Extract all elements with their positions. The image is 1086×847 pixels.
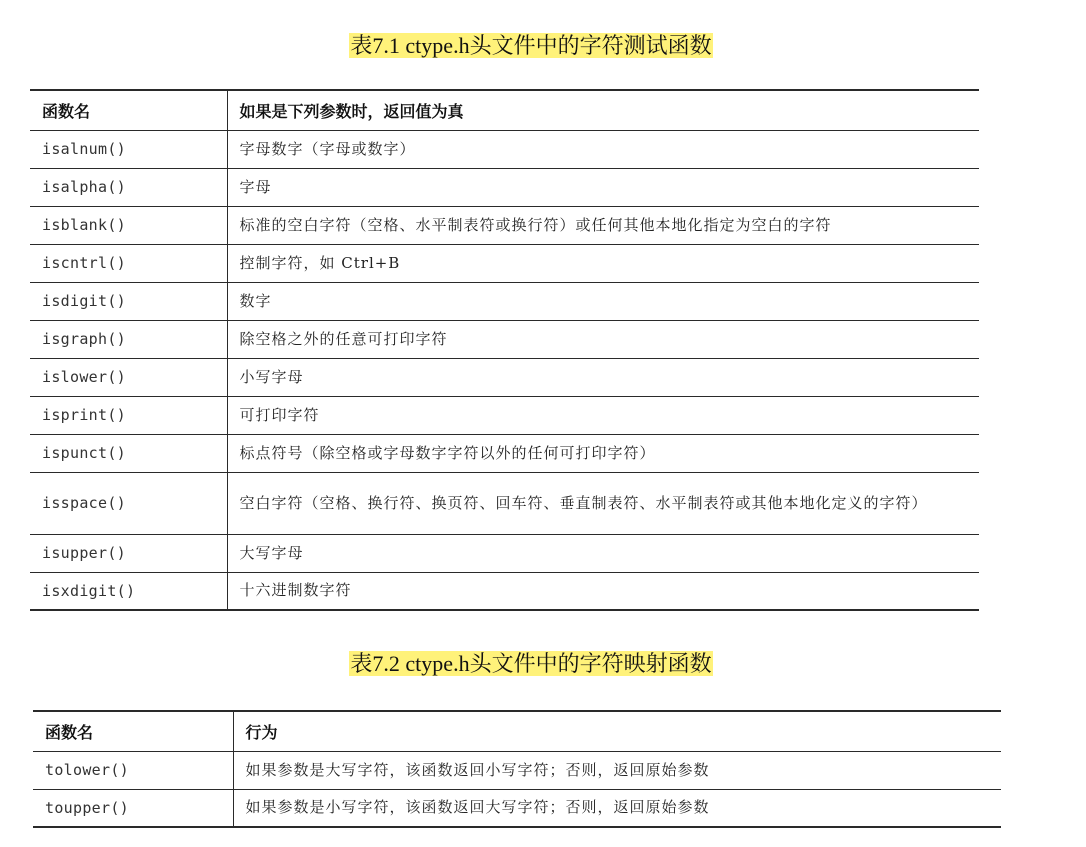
function-name-cell: isalnum() bbox=[30, 130, 227, 168]
table2-caption bbox=[0, 650, 1074, 678]
description-cell: 标点符号（除空格或字母数字字符以外的任何可打印字符） bbox=[227, 434, 979, 472]
function-name-cell: isblank() bbox=[30, 206, 227, 244]
ctype-test-functions-table bbox=[30, 89, 979, 611]
description-cell: 除空格之外的任意可打印字符 bbox=[227, 320, 979, 358]
description-cell: 控制字符，如 Ctrl+B bbox=[227, 244, 979, 282]
description-cell: 可打印字符 bbox=[227, 396, 979, 434]
header-behavior: 行为 bbox=[233, 711, 1001, 751]
description-cell: 空白字符（空格、换行符、换页符、回车符、垂直制表符、水平制表符或其他本地化定义的字符） bbox=[227, 472, 979, 534]
caption-prefix: 表 bbox=[350, 651, 373, 676]
table-row bbox=[30, 396, 979, 434]
function-name-cell: isgraph() bbox=[30, 320, 227, 358]
caption-highlight bbox=[349, 33, 712, 58]
function-name-cell: isdigit() bbox=[30, 282, 227, 320]
caption-highlight bbox=[349, 651, 712, 676]
description-cell: 小写字母 bbox=[227, 358, 979, 396]
function-name-cell: isalpha() bbox=[30, 168, 227, 206]
table-row bbox=[33, 789, 1001, 827]
function-name-cell: isspace() bbox=[30, 472, 227, 534]
table-row bbox=[30, 130, 979, 168]
caption-title: 7.1 ctype.h头文件中的字符测试函数 bbox=[372, 33, 712, 58]
caption-title: 7.2 ctype.h头文件中的字符映射函数 bbox=[372, 651, 712, 676]
description-cell: 十六进制数字符 bbox=[227, 572, 979, 610]
table-header-row bbox=[33, 711, 1001, 751]
function-name-cell: isupper() bbox=[30, 534, 227, 572]
table-row bbox=[30, 572, 979, 610]
table-row bbox=[30, 244, 979, 282]
function-name-cell: isprint() bbox=[30, 396, 227, 434]
caption-prefix: 表 bbox=[350, 33, 373, 58]
table-row bbox=[30, 472, 979, 534]
table1-caption bbox=[0, 32, 1074, 60]
table-row bbox=[30, 358, 979, 396]
header-function-name: 函数名 bbox=[30, 90, 227, 130]
description-cell: 数字 bbox=[227, 282, 979, 320]
function-name-cell: ispunct() bbox=[30, 434, 227, 472]
table-header-row bbox=[30, 90, 979, 130]
function-name-cell: tolower() bbox=[33, 751, 233, 789]
table-row bbox=[30, 434, 979, 472]
description-cell: 如果参数是小写字符，该函数返回大写字符；否则，返回原始参数 bbox=[233, 789, 1001, 827]
table-row bbox=[30, 206, 979, 244]
description-cell: 如果参数是大写字符，该函数返回小写字符；否则，返回原始参数 bbox=[233, 751, 1001, 789]
function-name-cell: toupper() bbox=[33, 789, 233, 827]
description-cell: 标准的空白字符（空格、水平制表符或换行符）或任何其他本地化指定为空白的字符 bbox=[227, 206, 979, 244]
header-function-name: 函数名 bbox=[33, 711, 233, 751]
header-condition: 如果是下列参数时，返回值为真 bbox=[227, 90, 979, 130]
ctype-mapping-functions-table bbox=[33, 710, 1001, 828]
description-cell: 大写字母 bbox=[227, 534, 979, 572]
description-cell: 字母数字（字母或数字） bbox=[227, 130, 979, 168]
description-cell: 字母 bbox=[227, 168, 979, 206]
function-name-cell: islower() bbox=[30, 358, 227, 396]
table-row bbox=[30, 320, 979, 358]
table-row bbox=[33, 751, 1001, 789]
table-row bbox=[30, 534, 979, 572]
function-name-cell: iscntrl() bbox=[30, 244, 227, 282]
table-row bbox=[30, 282, 979, 320]
table-row bbox=[30, 168, 979, 206]
function-name-cell: isxdigit() bbox=[30, 572, 227, 610]
